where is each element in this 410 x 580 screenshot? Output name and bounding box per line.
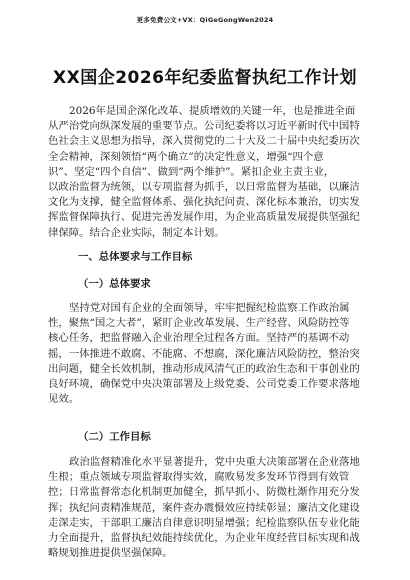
paragraph-line: 以政治监督为统领，以专项监督为抓手，以日常监督为基础，以廉洁 xyxy=(48,181,360,194)
paragraph-line: 核心任务，把监督融入企业治理全过程各方面。坚持严的基调不动 xyxy=(48,332,350,345)
subsection-heading: （一）总体要求 xyxy=(78,278,151,290)
paragraph-line: 挥监督保障执行、促进完善发展作用，为企业高质量发展提供坚强纪 xyxy=(48,211,360,224)
paragraph-line: 性，聚焦“国之大者”，紧盯企业改革发展、生产经营、风险防控等 xyxy=(48,317,350,330)
paragraph-line: 走深走实，干部职工廉洁自律意识明显增强；纪检监察队伍专业化能 xyxy=(48,516,360,529)
paragraph-line: 略规划推进提供坚强保障。 xyxy=(48,547,173,560)
goals-paragraph xyxy=(48,455,360,561)
requirements-paragraph xyxy=(48,301,360,407)
document-title: XX国企2026年纪委监督执纪工作计划 xyxy=(52,68,358,88)
paragraph-line: 文化为支撑，健全监督体系、强化执纪问责、深化标本兼治，切实发 xyxy=(48,196,360,209)
paragraph-line: 2026年是国企深化改革、提质增效的关键一年，也是推进全面 xyxy=(69,105,356,117)
intro-paragraph xyxy=(48,104,360,241)
paragraph-line: 律保障。结合企业实际，制定本计划。 xyxy=(48,226,225,239)
paragraph-line: 挥；执纪问责精准规范，案件查办震慑效应持续彰显；廉洁文化建设 xyxy=(48,501,360,514)
paragraph-line: 全会精神，深刻领悟“两个确立”的决定性意义，增强“四个意 xyxy=(48,150,324,163)
paragraph-line: 摇，一体推进不敢腐、不能腐、不想腐，深化廉洁风险防控，整治突 xyxy=(48,347,360,360)
section-heading: 一、总体要求与工作目标 xyxy=(78,251,193,263)
subsection-heading: （二）工作目标 xyxy=(78,431,151,443)
paragraph-line: 良好环境，确保党中央决策部署及上级党委、公司党委工作要求落地 xyxy=(48,378,360,391)
paragraph-line: 出问题，健全长效机制，推动形成风清气正的政治生态和干事创业的 xyxy=(48,362,360,375)
paragraph-line: 见效。 xyxy=(48,393,80,406)
paragraph-line: 从严治党向纵深发展的重要节点。公司纪委将以习近平新时代中国特 xyxy=(48,120,360,133)
paragraph-line: 识”、坚定“四个自信”、做到“两个维护”。紧扣企业主责主业， xyxy=(48,165,335,178)
paragraph-line: 坚持党对国有企业的全面领导，牢牢把握纪检监察工作政治属 xyxy=(69,302,350,314)
paragraph-line: 生根；重点领域专项监督取得实效，腐败易发多发环节得到有效管 xyxy=(48,471,350,484)
paragraph-line: 控；日常监督常态化机制更加健全，抓早抓小、防微杜渐作用充分发 xyxy=(48,486,360,499)
paragraph-line: 力全面提升，监督执纪效能持续优化，为企业年度经营目标实现和战 xyxy=(48,532,360,545)
paragraph-line: 政治监督精准化水平显著提升，党中央重大决策部署在企业落地 xyxy=(69,456,360,468)
paragraph-line: 色社会主义思想为指导，深入贯彻党的二十大及二十届中央纪委历次 xyxy=(48,135,360,148)
header-note: 更多免费公文+VX：QiGeGongWen2024 xyxy=(136,16,274,24)
